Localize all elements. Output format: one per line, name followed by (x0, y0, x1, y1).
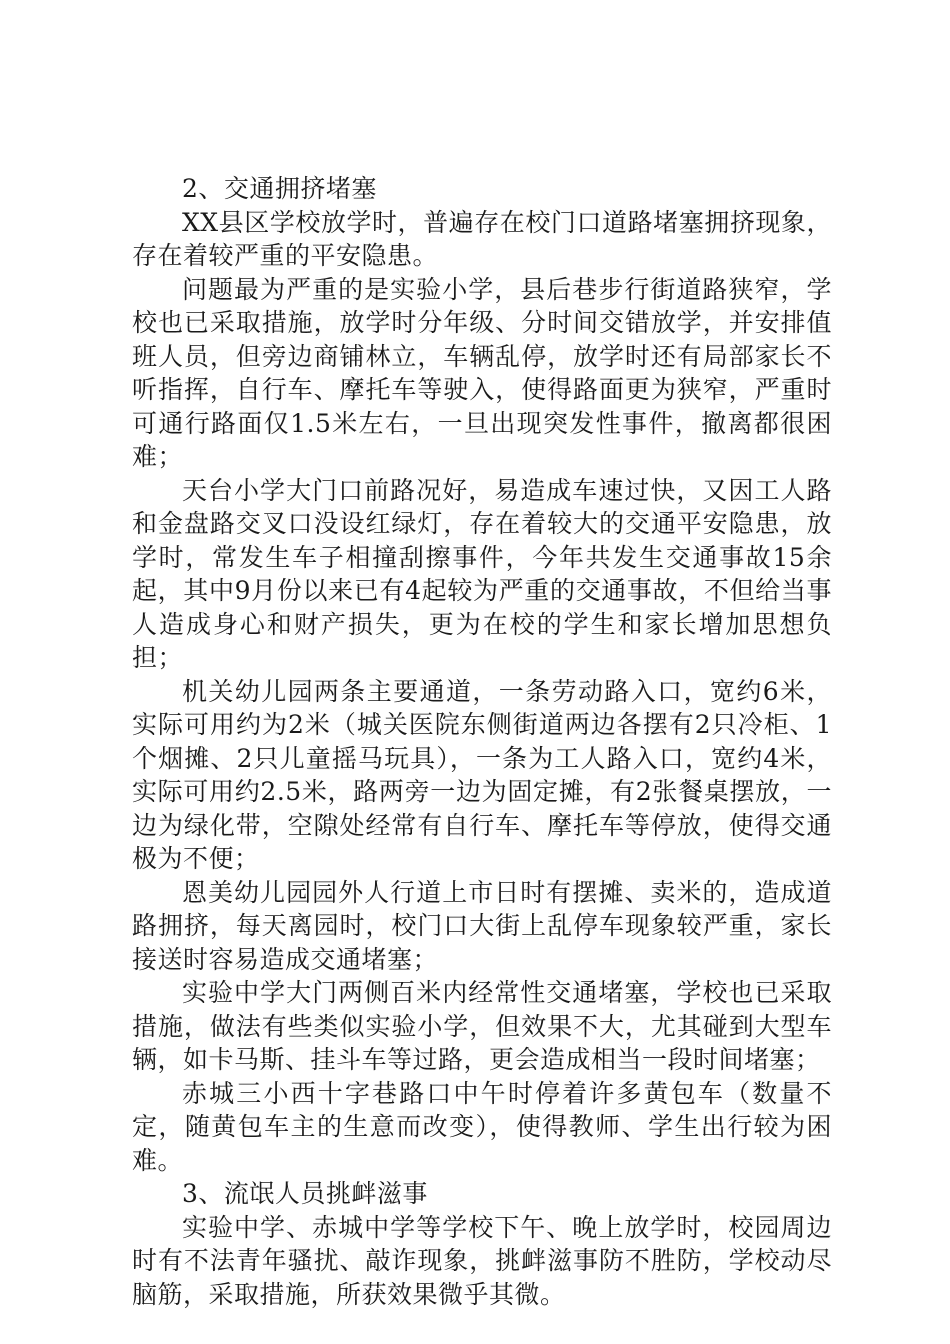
document-body (132, 172, 832, 1311)
paragraph-experimental-primary: 问题最为严重的是实验小学，县后巷步行街道路狭窄，学校也已采取措施，放学时分年级、分时间交错放学，并安排值班人员，但旁边商铺林立，车辆乱停，放学时还有局部家长不听指挥，自行车、摩托车等驶入，使得路面更为狭窄，严重时可通行路面仅1.5米左右，一旦出现突发性事件，撤离都很困难； (132, 274, 832, 471)
paragraph-harassment: 实验中学、赤城中学等学校下午、晚上放学时，校园周边时有不法青年骚扰、敲诈现象，挑衅滋事防不胜防，学校动尽脑筋，采取措施，所获效果微乎其微。 (132, 1212, 832, 1309)
paragraph-tiantai-primary: 天台小学大门口前路况好，易造成车速过快，又因工人路和金盘路交叉口没设红绿灯，存在着较大的交通平安隐患，放学时，常发生车子相撞刮擦事件，今年共发生交通事故15余起，其中9月份以来已有4起较为严重的交通事故，不但给当事人造成身心和财产损失，更为在校的学生和家长增加思想负担； (132, 475, 832, 672)
paragraph-chicheng-third: 赤城三小西十字巷路口中午时停着许多黄包车（数量不定，随黄包车主的生意而改变），使得教师、学生出行较为困难。 (132, 1078, 832, 1175)
section-heading-hooligans: 3、流氓人员挑衅滋事 (182, 1179, 428, 1208)
paragraph-experimental-middle: 实验中学大门两侧百米内经常性交通堵塞，学校也已采取措施，做法有些类似实验小学，但效果不大，尤其碰到大型车辆，如卡马斯、挂斗车等过路，更会造成相当一段时间堵塞； (132, 978, 832, 1074)
paragraph-overview: XX县区学校放学时，普遍存在校门口道路堵塞拥挤现象，存在着较严重的平安隐患。 (132, 207, 832, 270)
paragraph-government-kindergarten: 机关幼儿园两条主要通道，一条劳动路入口，宽约6米，实际可用约为2米（城关医院东侧街道两边各摆有2只冷柜、1个烟摊、2只儿童摇马玩具），一条为工人路入口，宽约4米，实际可用约2.5米，路两旁一边为固定摊，有2张餐桌摆放，一边为绿化带，空隙处经常有自行车、摩托车等停放，使得交通极为不便； (132, 676, 832, 873)
section-heading-traffic: 2、交通拥挤堵塞 (182, 174, 377, 203)
paragraph-enmei-kindergarten: 恩美幼儿园园外人行道上市日时有摆摊、卖米的，造成道路拥挤，每天离园时，校门口大街上乱停车现象较严重，家长接送时容易造成交通堵塞； (132, 877, 832, 974)
